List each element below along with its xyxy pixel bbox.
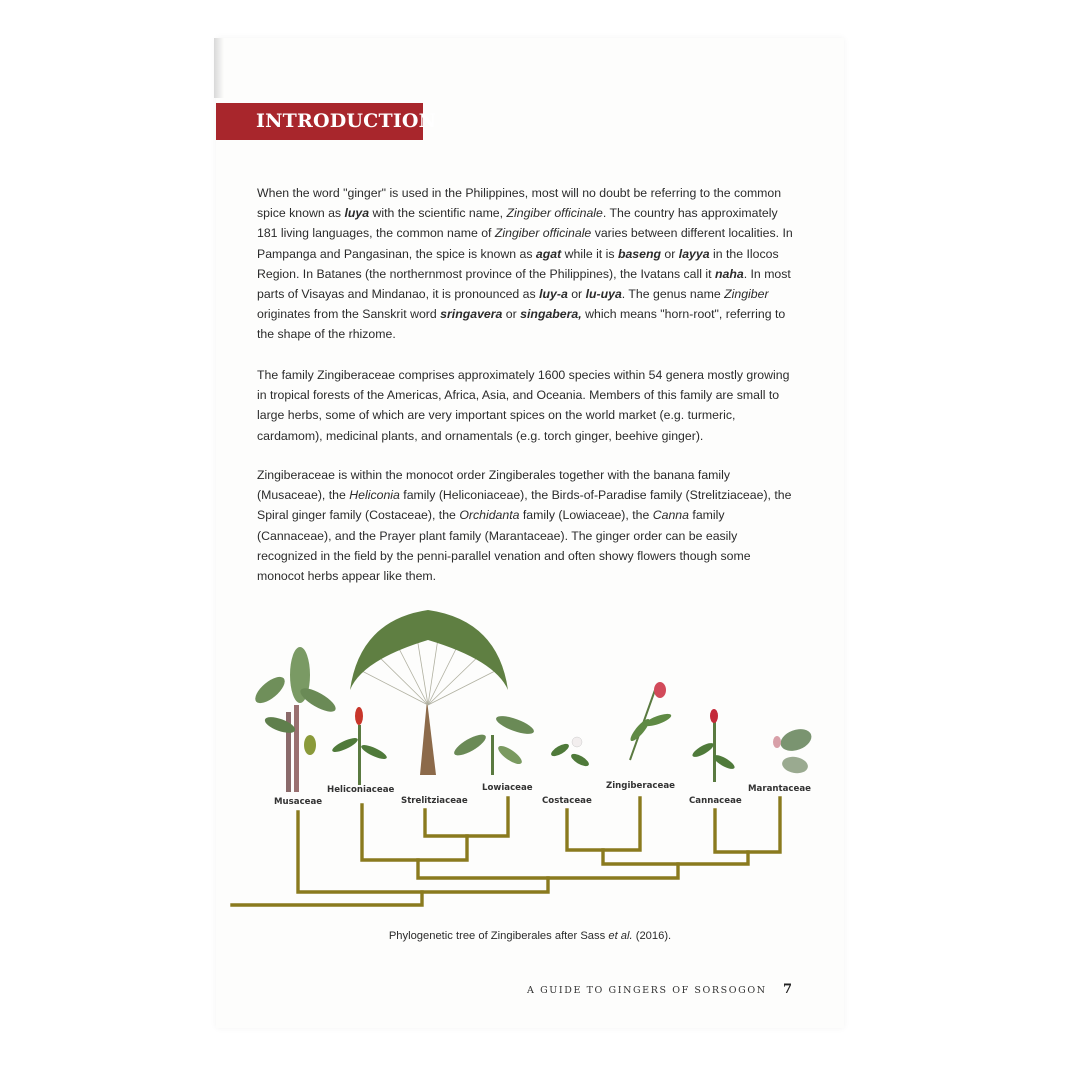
label-lowiaceae: Lowiaceae: [482, 783, 533, 793]
paragraph-2: The family Zingiberaceae comprises approximately 1600 species within 54 genera mostly growing in tropical forests of the Americas, Africa, Asia, and Oceania. Members of this family are small to large herbs, some of which are very important spices on the world market (e.g. turmeric, cardamom), medicinal plants, and ornamentals (e.g. torch ginger, beehive ginger).: [257, 368, 790, 443]
branch-musaceae-clade: [298, 812, 548, 892]
cannaceae-plant-illustration: [691, 709, 737, 782]
paragraph-3: Zingiberaceae is within the monocot order Zingiberales together with the banana family (Musaceae), the Heliconia family (Heliconiaceae), the Birds-of-Paradise family (Strelitziaceae), the Spiral ginger family (Costaceae), the Orchidanta family (Lowiaceae), the Canna family (Cannaceae), and the Prayer plant family (Marantaceae). The ginger order can be easily recognized in the field by the penni-parallel venation and often showy flowers though some monocot herbs appear like them.: [257, 468, 792, 584]
label-cannaceae: Cannaceae: [689, 796, 742, 806]
label-costaceae: Costaceae: [542, 796, 592, 806]
label-zingiberaceae: Zingiberaceae: [606, 781, 675, 791]
marantaceae-plant-illustration: [773, 725, 814, 775]
label-musaceae: Musaceae: [274, 797, 323, 807]
tree-root: [232, 892, 422, 905]
branch-cannaceae-marantaceae: [715, 798, 780, 852]
paragraph-1: When the word "ginger" is used in the Philippines, most will no doubt be referring to the common spice known as luya with the scientific name, Zingiber officinale. The country has approximately 181 living languages, the common name of Zingiber officinale varies between different localities. In Pampanga and Pangasinan, the spice is known as agat while it is baseng or layya in the Ilocos Region. In Batanes (the northernmost province of the Philippines), the Ivatans call it naha. In most parts of Visayas and Mindanao, it is pronounced as luy-a or lu-uya. The genus name Zingiber originates from the Sanskrit word sringavera or singabera, which means "horn-root", referring to the shape of the rhizome.: [257, 186, 793, 342]
figure-caption: Phylogenetic tree of Zingiberales after Sass et al. (2016).: [388, 930, 672, 942]
section-heading: INTRODUCTION: [216, 103, 423, 140]
running-footer-title: A GUIDE TO GINGERS OF SORSOGON: [527, 985, 767, 996]
label-marantaceae: Marantaceae: [748, 784, 811, 794]
musaceae-plant-illustration: [251, 647, 339, 792]
lowiaceae-plant-illustration: [451, 713, 535, 775]
page-number: 7: [783, 982, 793, 997]
label-strelitziaceae: Strelitziaceae: [401, 796, 468, 806]
zingiberaceae-plant-illustration: [628, 682, 673, 760]
tree-branches: [232, 798, 780, 905]
label-heliconiaceae: Heliconiaceae: [327, 785, 395, 795]
heliconiaceae-plant-illustration: [331, 707, 389, 785]
costaceae-plant-illustration: [549, 737, 590, 768]
branch-heliconiaceae-clade: [362, 805, 467, 860]
